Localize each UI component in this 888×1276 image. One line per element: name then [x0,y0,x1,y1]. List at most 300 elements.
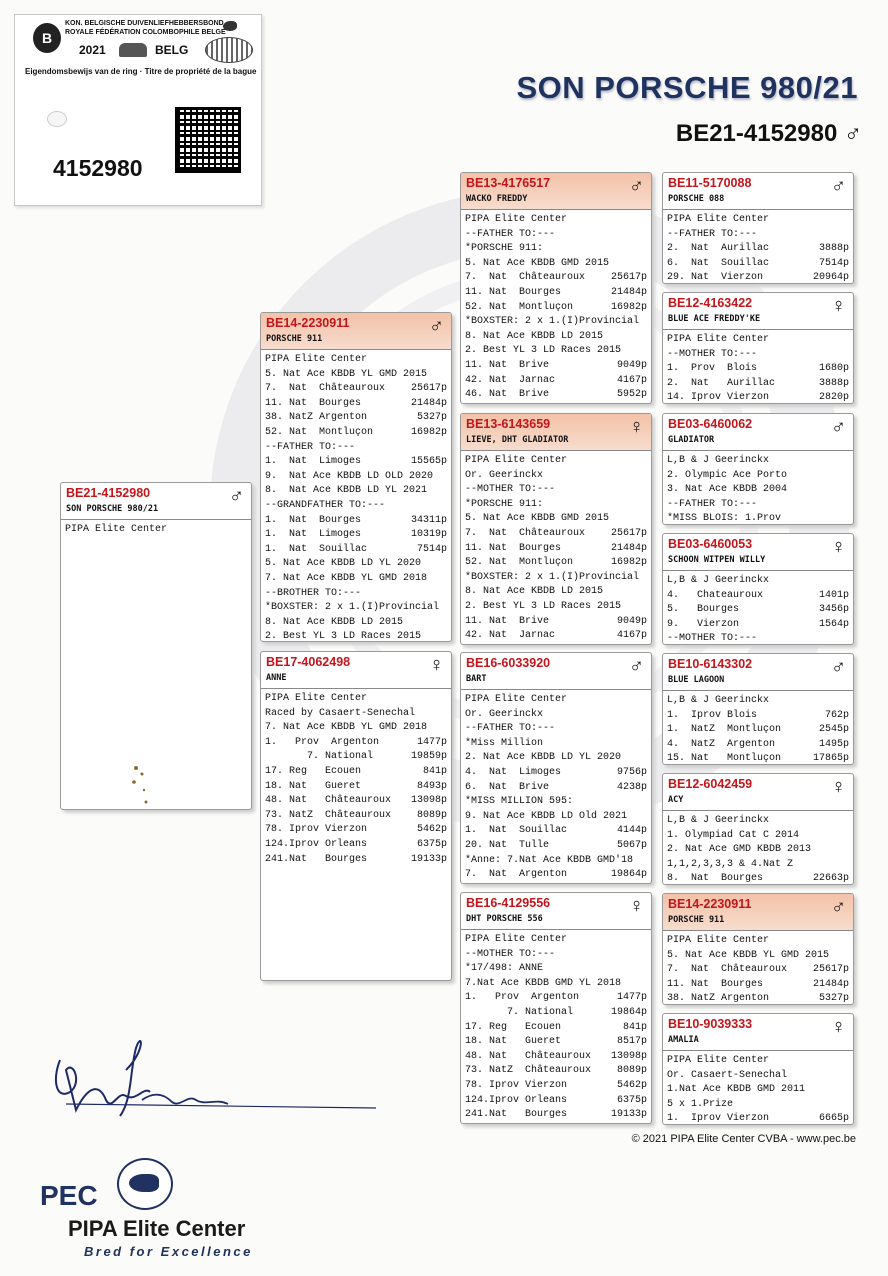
result-text: *BOXSTER: 2 x 1.(I)Provincial [265,602,440,614]
result-line [465,1035,647,1050]
pigeon-name: BART [466,674,487,684]
ring-id: BE16-4129556 [466,896,551,910]
result-text: 15. Nat Montluçon [667,753,782,765]
result-text: 1. Prov Blois [667,363,758,375]
pedigree-card-body [663,931,853,1005]
result-text: --MOTHER TO:--- [667,633,758,645]
handwritten-signature [46,1030,386,1120]
pedigree-card [662,292,854,404]
result-line [667,377,849,392]
result-points: 8493p [416,780,447,792]
result-line [265,455,447,470]
result-line [465,374,647,389]
pedigree-card [460,172,652,404]
result-text: 2. Nat Aurillac [667,377,776,389]
ring-id: BE16-6033920 [466,656,551,670]
result-text: 5. Nat Ace KBDB YL GMD 2015 [667,949,830,961]
result-text: 78. Iprov Vierzon [465,1079,568,1091]
result-text: 52. Nat Montluçon [265,426,374,438]
male-icon: ♂ [831,896,846,918]
result-points: 6375p [416,838,447,850]
result-points: 9049p [616,359,647,371]
pedigree-card-body [61,520,251,538]
result-points: 25617p [610,272,647,284]
result-text: 8. Nat Ace KBDB LD 2015 [265,616,404,628]
ring-id: BE03-6460062 [668,417,753,431]
result-points: 7514p [818,257,849,269]
male-icon: ♂ [831,416,846,438]
result-text: 52. Nat Montluçon [465,557,574,569]
result-line [667,589,849,604]
result-line [465,1064,647,1079]
pigeon-name: PORSCHE 911 [668,915,725,925]
result-text: --FATHER TO:--- [667,228,758,240]
result-line [667,498,849,513]
result-line [667,257,849,272]
result-points: 5327p [818,993,849,1005]
result-text: 6. Nat Brive [465,781,550,793]
result-text: 7. Nat Ace KBDB YL GMD 2018 [265,572,428,584]
result-line [667,709,849,724]
result-text: 5. Nat Ace KBDB GMD 2015 [465,513,610,525]
result-text: 1.Nat Ace KBDB GMD 2011 [667,1084,806,1096]
pigeon-name: ACY [668,795,684,805]
result-points: 6665p [818,1113,849,1125]
result-text: 7. Nat Ace KBDB YL GMD 2018 [265,722,428,734]
ring-id: BE12-4163422 [668,296,753,310]
result-text: 1. Iprov Vierzon [667,1113,770,1125]
result-text: 1. Nat Limoges [265,529,362,541]
result-text: 11. Nat Brive [465,359,550,371]
female-icon: ♀ [831,1016,846,1038]
female-icon: ♀ [831,295,846,317]
pedigree-card-header [61,483,251,520]
result-points: 21484p [410,397,447,409]
result-text: --FATHER TO:--- [265,441,356,453]
result-points: 19864p [610,1006,647,1018]
pedigree-card-header [663,534,853,571]
result-points: 4144p [616,825,647,837]
result-line [265,484,447,499]
pedigree-card-header [663,293,853,330]
ring-id: BE10-9039333 [668,1017,753,1031]
result-line [465,527,647,542]
ring-ownership-card [14,14,262,206]
result-line [265,823,447,838]
result-text: --FATHER TO:--- [465,228,556,240]
pedigree-card-header [261,313,451,350]
result-line [667,1054,849,1069]
result-text: 5. Nat Ace KBDB GMD 2015 [465,257,610,269]
pedigree-card-body [663,330,853,404]
result-points: 2545p [818,724,849,736]
result-points: 5327p [416,412,447,424]
male-icon: ♂ [629,175,644,197]
result-text: 241.Nat Bourges [265,853,368,865]
result-line [465,388,647,403]
result-line [465,301,647,316]
result-line [465,454,647,469]
result-text: *PORSCHE 911: [465,243,544,255]
result-points: 20964p [812,272,849,284]
result-line [465,781,647,796]
result-points: 1564p [818,618,849,630]
result-points: 8089p [416,809,447,821]
result-text: 1. Nat Souillac [465,825,568,837]
result-line [265,353,447,368]
pigeon-name: BLUE LAGOON [668,675,725,685]
org-name-dutch: KON. BELGISCHE DUIVENLIEFHEBBERSBOND [65,20,224,27]
pedigree-card [662,893,854,1005]
result-line [265,721,447,736]
result-points: 25617p [610,527,647,539]
result-line [465,286,647,301]
result-points: 5952p [616,389,647,401]
result-points: 21484p [610,542,647,554]
result-text: PIPA Elite Center [265,693,368,704]
result-text: L,B & J Geerinckx [667,695,770,706]
crown-icon [119,43,147,57]
result-text: 52. Nat Montluçon [465,301,574,313]
ring-id: BE03-6460053 [668,537,753,551]
result-text: 7. National [265,751,374,763]
pedigree-card-body [261,689,451,867]
result-text: 20. Nat Tulle [465,839,550,851]
pigeon-name: AMALIA [668,1035,699,1045]
result-text: PIPA Elite Center [265,354,368,365]
ownership-text: Eigendomsbewijs van de ring · Titre de propriété de la bague [25,67,257,76]
result-line [265,630,447,642]
result-line [465,991,647,1006]
result-text: 2. Best YL 3 LD Races 2015 [465,600,622,612]
result-line [465,271,647,286]
result-points: 17865p [812,753,849,765]
result-text: 8. Nat Ace KBDB LD YL 2021 [265,485,428,497]
result-line [465,933,647,948]
result-text: --FATHER TO:--- [667,498,758,510]
result-text: *17/498: ANNE [465,963,544,975]
ring-id: BE11-5170088 [668,176,752,190]
pigeon-name: WACKO FREDDY [466,194,528,204]
result-line [667,1083,849,1098]
result-points: 9756p [616,766,647,778]
result-points: 3888p [818,243,849,255]
result-text: 8. Nat Ace KBDB LD 2015 [465,586,604,598]
result-text: 7. Nat Châteauroux [465,527,586,539]
result-text: 7. Nat Châteauroux [465,272,586,284]
result-line [265,397,447,412]
result-points: 8517p [616,1036,647,1048]
result-text: --MOTHER TO:--- [667,348,758,360]
ring-id: BE14-2230911 [668,897,752,911]
result-line [265,750,447,765]
result-text: 11. Nat Brive [465,615,550,627]
result-points: 21484p [812,978,849,990]
result-line [465,600,647,615]
result-text: 18. Nat Gueret [465,1036,562,1048]
result-points: 8089p [616,1065,647,1077]
result-line [265,736,447,751]
result-line [265,601,447,616]
result-text: 46. Nat Brive [465,389,550,401]
pedigree-card [662,413,854,525]
result-line [667,829,849,844]
result-text: PIPA Elite Center [465,455,568,466]
pedigree-card-header [663,414,853,451]
result-text: PIPA Elite Center [667,935,770,946]
result-line [265,838,447,853]
pigeon-name: PORSCHE 088 [668,194,725,204]
company-name: PIPA Elite Center [68,1216,246,1241]
result-line [465,315,647,330]
result-text: 2. Best YL 3 LD Races 2015 [265,631,422,642]
result-line [265,514,447,529]
pigeon-name: SCHOON WITPEN WILLY [668,555,766,565]
result-text: Or. Geerinckx [465,469,544,481]
result-line [465,629,647,644]
result-text: 9. Nat Ace KBDB LD OLD 2020 [265,470,434,482]
result-line [265,853,447,868]
result-line [667,872,849,885]
org-name-french: ROYALE FÉDÉRATION COLOMBOPHILE BELGE [65,29,226,36]
pigeon-name: GLADIATOR [668,435,715,445]
result-line [465,708,647,723]
result-text: 17. Reg Ecouen [265,765,362,777]
pec-logo: PEC [40,1180,98,1211]
result-line [465,766,647,781]
result-text: 7. Nat Argenton [465,869,568,881]
pedigree-card-body [461,690,651,883]
result-points: 25617p [812,964,849,976]
result-text: PIPA Elite Center [465,694,568,705]
result-text: 1. NatZ Montluçon [667,724,782,736]
result-text: 1. Nat Bourges [265,514,362,526]
result-line [667,512,849,525]
pedigree-card [460,413,652,645]
result-line [667,574,849,589]
result-text: 4. Chateauroux [667,589,764,601]
male-icon: ♂ [831,175,846,197]
result-points: 5067p [616,839,647,851]
result-line [667,1098,849,1113]
result-points: 1401p [818,589,849,601]
result-text: 8. Nat Bourges [667,873,764,885]
result-line [667,978,849,993]
punch-hole [47,111,67,127]
result-text: 38. NatZ Argenton [667,993,770,1005]
result-points: 3888p [818,377,849,389]
result-text: 1,1,2,3,3,3 & 4.Nat Z [667,858,794,870]
result-points: 9049p [616,615,647,627]
result-text: 18. Nat Gueret [265,780,362,792]
result-text: 8. Nat Ace KBDB LD 2015 [465,330,604,342]
result-line [667,1112,849,1125]
result-line [265,411,447,426]
pedigree-card [662,533,854,645]
ring-year: 2021 [79,43,106,57]
result-line [465,571,647,586]
pedigree-card-body [663,210,853,284]
result-text: 38. NatZ Argenton [265,412,368,424]
result-line [265,587,447,602]
result-points: 19133p [610,1109,647,1121]
result-points: 21484p [610,286,647,298]
pedigree-card-body [663,811,853,885]
result-line [667,469,849,484]
result-text: 1. Prov Argenton [465,992,580,1004]
ring-number: 4152980 [53,155,143,181]
result-text: 1. Nat Souillac [265,543,368,555]
result-line [265,528,447,543]
result-line [465,824,647,839]
result-text: 48. Nat Châteauroux [265,795,392,807]
result-line [265,543,447,558]
result-line [65,523,247,538]
result-text: 5 x 1.Prize [667,1098,734,1110]
result-text: 6. Nat Souillac [667,257,770,269]
result-line [667,1069,849,1084]
pedigree-card-header [461,653,651,690]
result-text: 17. Reg Ecouen [465,1021,562,1033]
result-line [265,441,447,456]
result-text: 42. Nat Jarnac [465,630,556,642]
result-line [667,814,849,829]
pigeon-name: DHT PORSCHE 556 [466,914,543,924]
result-text: 124.Iprov Orleans [465,1094,568,1106]
result-line [465,242,647,257]
result-points: 22663p [812,873,849,885]
result-text: Or. Casaert-Senechal [667,1069,788,1081]
result-line [465,962,647,977]
result-line [667,752,849,765]
result-line [265,794,447,809]
result-text: L,B & J Geerinckx [667,455,770,466]
result-text: --GRANDFATHER TO:--- [265,499,386,511]
result-line [465,483,647,498]
pedigree-card [662,1013,854,1125]
female-icon: ♀ [831,536,846,558]
result-line [265,692,447,707]
result-line [667,213,849,228]
result-points: 4167p [616,374,647,386]
ring-id: BE13-4176517 [466,176,551,190]
pedigree-card-body [461,930,651,1123]
result-text: 29. Nat Vierzon [667,272,764,284]
pedigree-card-body [461,210,651,403]
result-text: Or. Geerinckx [465,708,544,720]
result-text: PIPA Elite Center [667,334,770,345]
result-points: 3456p [818,604,849,616]
result-line [465,1021,647,1036]
result-line [465,948,647,963]
result-line [465,1006,647,1021]
pedigree-card-header [461,414,651,451]
result-points: 841p [422,765,447,777]
result-line [667,242,849,257]
result-text: 7. Nat Châteauroux [667,964,788,976]
pedigree-card-header [663,654,853,691]
result-text: 2. Olympic Ace Porto [667,469,788,481]
result-points: 1477p [616,992,647,1004]
result-text: --BROTHER TO:--- [265,587,362,599]
result-text: --MOTHER TO:--- [465,948,556,960]
pedigree-card [260,312,452,642]
pigeon-name: BLUE ACE FREDDY'KE [668,314,761,324]
result-line [265,368,447,383]
result-text: 4. Nat Limoges [465,766,562,778]
result-line [465,1094,647,1109]
qr-code-icon [175,107,241,173]
copyright: © 2021 PIPA Elite Center CVBA - www.pec.be [631,1133,856,1145]
pigeon-name: ANNE [266,673,287,683]
pedigree-card-header [663,894,853,931]
pedigree-card [662,653,854,765]
result-points: 7514p [416,543,447,555]
result-points: 2820p [818,392,849,404]
result-line [465,839,647,854]
result-points: 762p [824,709,849,721]
female-icon: ♀ [831,776,846,798]
result-text: 2. Nat Ace KBDB LD YL 2020 [465,752,622,764]
pedigree-card [460,892,652,1124]
result-line [667,992,849,1005]
kbdb-logo: B [33,23,61,53]
result-text: *PORSCHE 911: [465,498,544,510]
result-line [465,977,647,992]
pigeon-name: SON PORSCHE 980/21 [66,504,159,514]
result-text: 2. Nat Aurillac [667,243,770,255]
result-line [265,572,447,587]
pedigree-card-body [461,451,651,644]
result-line [265,426,447,441]
result-text: *MISS MILLION 595: [465,796,574,808]
result-line [265,499,447,514]
result-line [265,616,447,631]
pedigree-card-header [461,173,651,210]
result-line [265,707,447,722]
result-points: 15565p [410,456,447,468]
result-text: 1. Iprov Blois [667,709,758,721]
result-line [265,470,447,485]
result-text: L,B & J Geerinckx [667,575,770,586]
pedigree-card-header [261,652,451,689]
female-icon: ♀ [629,895,644,917]
result-text: *Miss Million [465,737,544,749]
result-text: 1. Prov Argenton [265,736,380,748]
ring-id: BE17-4062498 [266,655,351,669]
result-line [465,469,647,484]
pedigree-card [662,172,854,284]
result-line [667,723,849,738]
result-line [465,1108,647,1123]
result-points: 19864p [610,869,647,881]
result-points: 16982p [610,301,647,313]
result-points: 1495p [818,738,849,750]
result-line [667,858,849,873]
result-points: 1477p [416,736,447,748]
result-points: 25617p [410,383,447,395]
result-text: 14. Iprov Vierzon [667,392,770,404]
result-line [667,963,849,978]
result-text: 11. Nat Bourges [265,397,362,409]
result-points: 4167p [616,630,647,642]
result-text: 11. Nat Bourges [667,978,764,990]
result-line [265,765,447,780]
pedigree-card-header [663,1014,853,1051]
result-points: 16982p [610,557,647,569]
pedigree-card-header [663,173,853,210]
pedigree-card-header [461,893,651,930]
